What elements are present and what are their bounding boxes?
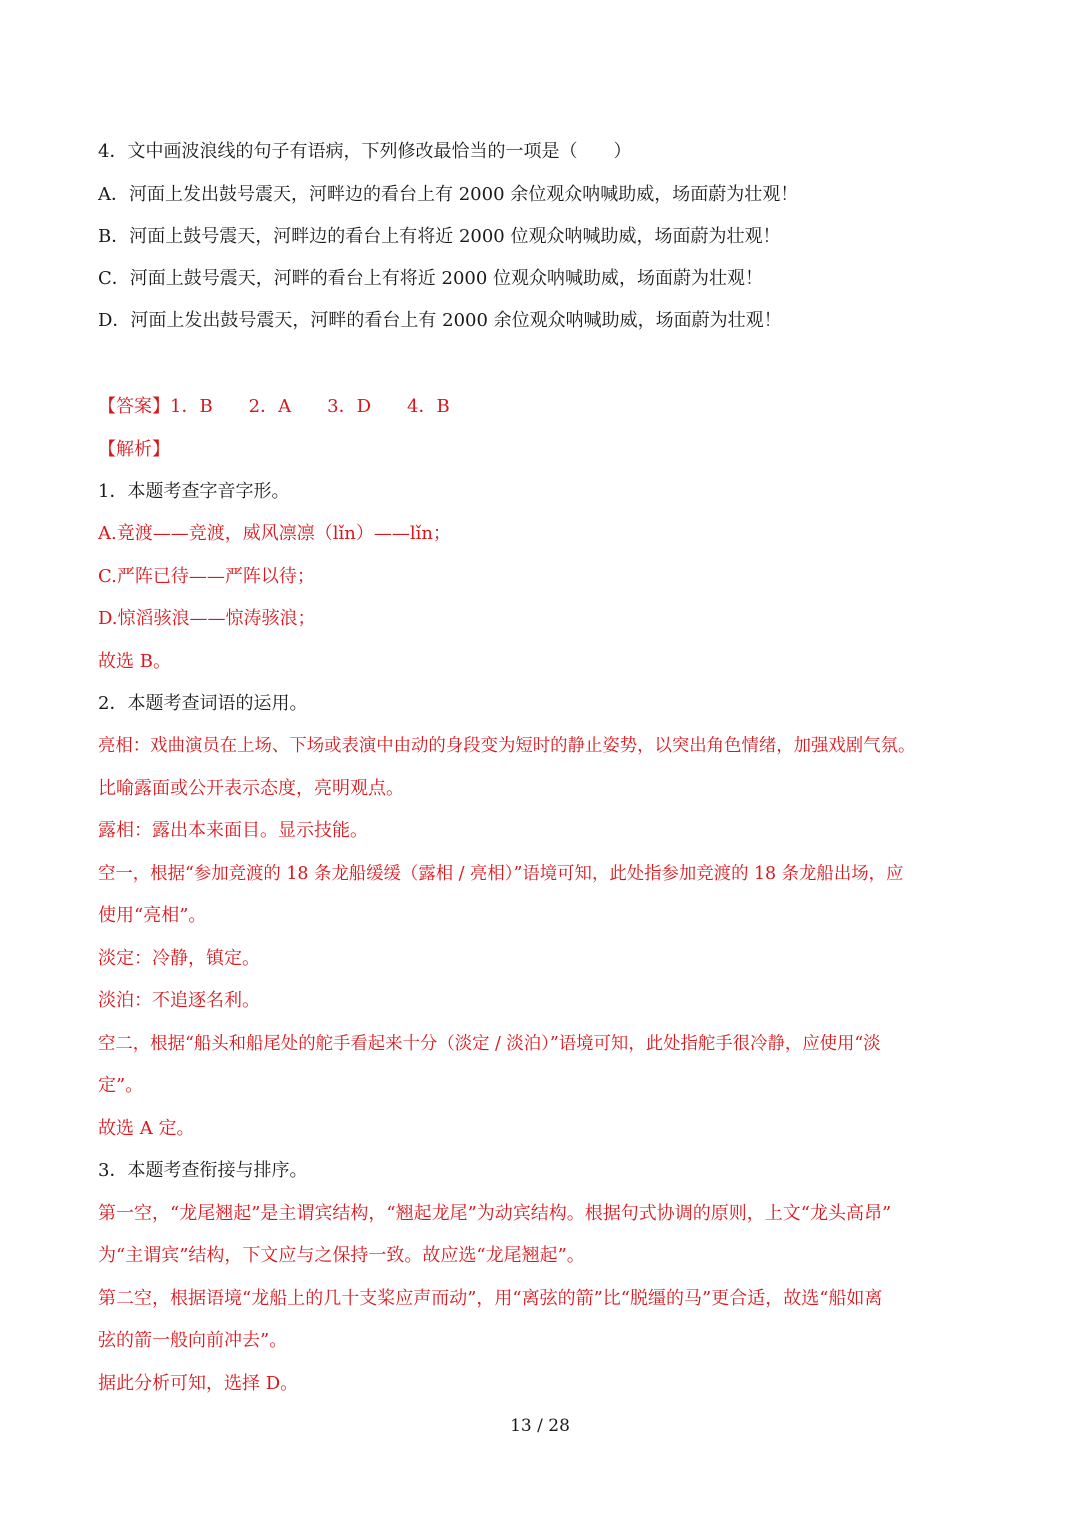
analysis-line: A.竟渡——竞渡，威风凛凛（lǐn）——lǐn； (98, 523, 451, 544)
analysis-line: 定”。 (98, 1075, 144, 1096)
analysis-line: 第一空，“龙尾翘起”是主谓宾结构，“翘起龙尾”为动宾结构。根据句式协调的原则，上文“龙头高昂” (98, 1203, 892, 1224)
analysis-line: 淡泊：不追逐名利。 (98, 990, 260, 1011)
analysis-line: 故选 A 定。 (98, 1118, 195, 1139)
analysis-line: 比喻露面或公开表示态度，亮明观点。 (98, 778, 404, 799)
question-stem: 4．文中画波浪线的句子有语病，下列修改最恰当的一项是（ ） (98, 141, 632, 162)
analysis-line: 弦的箭一般向前冲去”。 (98, 1330, 288, 1351)
analysis-line: 淡定：冷静，镇定。 (98, 948, 260, 969)
analysis-title: 【解析】 (98, 439, 170, 460)
option-a: A．河面上发出鼓号震天，河畔边的看台上有 2000 余位观众呐喊助威，场面蔚为壮观！ (98, 184, 799, 205)
analysis-line: 据此分析可知，选择 D。 (98, 1373, 299, 1394)
analysis-line: 空一，根据“参加竞渡的 18 条龙船缓缓（露相 / 亮相）”语境可知，此处指参加竞渡的 18 条龙船出场，应 (98, 864, 904, 884)
analysis-line: 使用“亮相”。 (98, 905, 207, 926)
analysis-line: 空二，根据“船头和船尾处的舵手看起来十分（淡定 / 淡泊）”语境可知，此处指舵手很冷静，应使用“淡 (98, 1034, 881, 1054)
analysis-line: 故选 B。 (98, 651, 171, 672)
analysis-line: 3．本题考查衔接与排序。 (98, 1160, 308, 1181)
analysis-line: 2．本题考查词语的运用。 (98, 693, 308, 714)
analysis-line: D.惊滔骇浪——惊涛骇浪； (98, 608, 316, 629)
analysis-line: 为“主谓宾”结构，下文应与之保持一致。故应选“龙尾翘起”。 (98, 1245, 585, 1266)
analysis-line: 亮相：戏曲演员在上场、下场或表演中由动的身段变为短时的静止姿势，以突出角色情绪，加强戏剧气氛。 (98, 736, 916, 756)
option-b: B．河面上鼓号震天，河畔边的看台上有将近 2000 位观众呐喊助威，场面蔚为壮观！ (98, 226, 781, 247)
option-d: D．河面上发出鼓号震天，河畔的看台上有 2000 余位观众呐喊助威，场面蔚为壮观！ (98, 310, 782, 331)
analysis-line: 露相：露出本来面目。显示技能。 (98, 820, 368, 841)
answer-line: 【答案】1．B 2．A 3．D 4．B (98, 396, 450, 417)
analysis-line: C.严阵已待——严阵以待； (98, 566, 315, 587)
page-number: 13 / 28 (510, 1416, 570, 1436)
analysis-line: 1．本题考查字音字形。 (98, 481, 290, 502)
analysis-line: 第二空，根据语境“龙船上的几十支桨应声而动”，用“离弦的箭”比“脱缰的马”更合适，故选“船如离 (98, 1288, 883, 1309)
option-c: C．河面上鼓号震天，河畔的看台上有将近 2000 位观众呐喊助威，场面蔚为壮观！ (98, 268, 764, 289)
